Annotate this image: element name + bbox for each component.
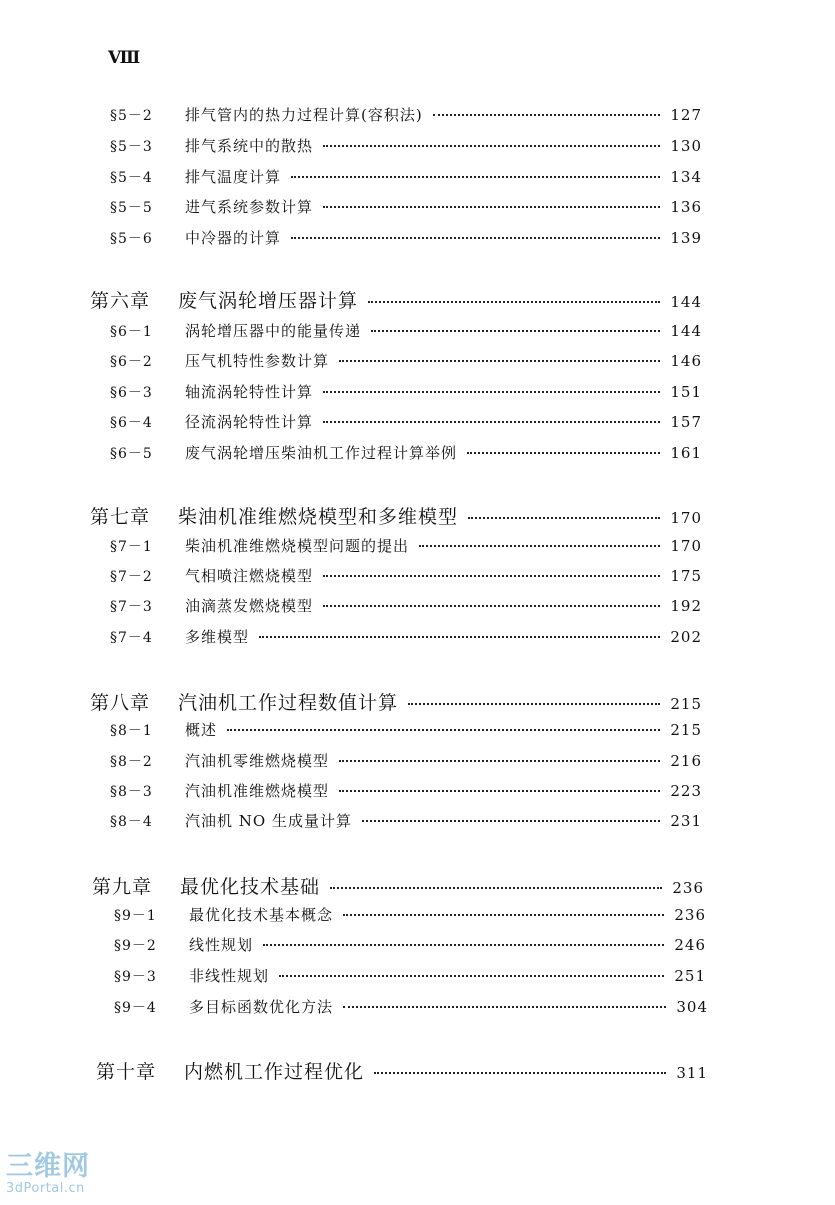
chapter-title: 柴油机准维燃烧模型和多维模型 xyxy=(178,506,459,528)
section-number: §8－1 xyxy=(110,723,153,739)
section-number: §9－2 xyxy=(114,938,157,954)
section-title: 汽油机零维燃烧模型 xyxy=(185,752,330,770)
dot-leader xyxy=(323,206,660,208)
chapter-title: 最优化技术基础 xyxy=(180,876,321,898)
dot-leader xyxy=(291,176,660,178)
toc-chapter[interactable] xyxy=(90,286,702,316)
section-title: 汽油机 NO 生成量计算 xyxy=(185,812,352,830)
section-number: §8－2 xyxy=(110,754,153,770)
section-number: §8－3 xyxy=(110,784,153,800)
page-reference: 157 xyxy=(670,413,702,431)
toc-entry[interactable] xyxy=(110,810,702,836)
dot-leader xyxy=(408,703,660,705)
toc-entry[interactable] xyxy=(110,442,702,468)
toc-entry[interactable] xyxy=(110,719,702,745)
toc-entry[interactable] xyxy=(114,904,706,930)
dot-leader xyxy=(323,605,660,607)
section-number: §5－4 xyxy=(110,170,153,186)
section-number: §5－6 xyxy=(110,231,153,247)
toc-entry[interactable] xyxy=(110,381,702,407)
page-reference: 223 xyxy=(670,782,702,800)
page-reference: 136 xyxy=(670,198,702,216)
page-reference: 146 xyxy=(670,352,702,370)
toc-entry[interactable] xyxy=(114,965,706,991)
dot-leader xyxy=(374,1072,666,1074)
page-reference: 139 xyxy=(670,229,702,247)
dot-leader xyxy=(323,575,660,577)
page-reference: 170 xyxy=(670,537,702,555)
section-title: 线性规划 xyxy=(189,936,254,954)
dot-leader xyxy=(343,914,664,916)
chapter-number: 第六章 xyxy=(90,290,151,312)
dot-leader xyxy=(433,114,660,116)
toc-entry[interactable] xyxy=(110,104,702,130)
dot-leader xyxy=(323,421,660,423)
toc-entry[interactable] xyxy=(110,780,702,806)
toc-entry[interactable] xyxy=(110,320,702,346)
section-title: 压气机特性参数计算 xyxy=(185,352,330,370)
page-reference: 246 xyxy=(674,936,706,954)
toc-entry[interactable] xyxy=(110,595,702,621)
toc-chapter[interactable] xyxy=(96,1057,708,1087)
toc-entry[interactable] xyxy=(110,535,702,561)
dot-leader xyxy=(419,545,660,547)
toc-entry[interactable] xyxy=(110,626,702,652)
dot-leader xyxy=(323,145,660,147)
section-title: 油滴蒸发燃烧模型 xyxy=(185,597,314,615)
section-title: 多目标函数优化方法 xyxy=(189,998,334,1016)
page-reference: 192 xyxy=(670,597,702,615)
section-title: 排气系统中的散热 xyxy=(185,137,314,155)
toc-chapter[interactable] xyxy=(90,688,702,718)
page-reference: 236 xyxy=(674,906,706,924)
section-number: §6－4 xyxy=(110,415,153,431)
chapter-title: 内燃机工作过程优化 xyxy=(184,1061,365,1083)
dot-leader xyxy=(362,820,660,822)
section-number: §6－1 xyxy=(110,324,153,340)
dot-leader xyxy=(339,760,660,762)
chapter-number: 第八章 xyxy=(90,692,151,714)
page-reference: 127 xyxy=(670,106,702,124)
watermark-brand-en: 3dPortal.cn xyxy=(6,1181,85,1196)
section-number: §7－4 xyxy=(110,630,153,646)
dot-leader xyxy=(291,237,660,239)
dot-leader xyxy=(368,301,660,303)
page-number: Ⅷ xyxy=(108,48,140,68)
section-number: §7－1 xyxy=(110,539,153,555)
watermark-logo xyxy=(6,1152,106,1198)
chapter-title: 汽油机工作过程数值计算 xyxy=(178,692,399,714)
page-reference: 251 xyxy=(674,967,706,985)
dot-leader xyxy=(339,790,660,792)
page-reference: 161 xyxy=(670,444,702,462)
section-title: 概述 xyxy=(185,721,218,739)
toc-entry[interactable] xyxy=(110,750,702,776)
section-title: 柴油机准维燃烧模型问题的提出 xyxy=(185,537,410,555)
page-reference: 144 xyxy=(670,293,702,311)
page-reference: 236 xyxy=(672,879,704,897)
page-reference: 170 xyxy=(670,509,702,527)
section-number: §5－2 xyxy=(110,108,153,124)
watermark-brand-cn: 三维网 xyxy=(6,1151,90,1182)
dot-leader xyxy=(467,452,660,454)
toc-entry[interactable] xyxy=(110,350,702,376)
section-number: §5－3 xyxy=(110,139,153,155)
section-title: 废气涡轮增压柴油机工作过程计算举例 xyxy=(185,444,458,462)
section-title: 涡轮增压器中的能量传递 xyxy=(185,322,362,340)
toc-entry[interactable] xyxy=(110,135,702,161)
page-reference: 231 xyxy=(670,812,702,830)
section-title: 径流涡轮特性计算 xyxy=(185,413,314,431)
section-number: §6－3 xyxy=(110,385,153,401)
section-title: 气相喷注燃烧模型 xyxy=(185,567,314,585)
section-number: §9－3 xyxy=(114,969,157,985)
page-reference: 130 xyxy=(670,137,702,155)
dot-leader xyxy=(330,887,662,889)
page-reference: 311 xyxy=(676,1064,708,1082)
section-title: 非线性规划 xyxy=(189,967,270,985)
section-title: 轴流涡轮特性计算 xyxy=(185,383,314,401)
toc-entry[interactable] xyxy=(110,411,702,437)
section-number: §6－2 xyxy=(110,354,153,370)
page-reference: 216 xyxy=(670,752,702,770)
toc-entry[interactable] xyxy=(110,565,702,591)
section-title: 汽油机准维燃烧模型 xyxy=(185,782,330,800)
page-reference: 215 xyxy=(670,695,702,713)
section-title: 最优化技术基本概念 xyxy=(189,906,334,924)
section-title: 排气温度计算 xyxy=(185,168,282,186)
toc-entry[interactable] xyxy=(114,996,708,1022)
section-number: §5－5 xyxy=(110,200,153,216)
page-reference: 304 xyxy=(676,998,708,1016)
section-number: §6－5 xyxy=(110,446,153,462)
section-title: 多维模型 xyxy=(185,628,250,646)
toc-chapter[interactable] xyxy=(90,502,702,532)
section-title: 中冷器的计算 xyxy=(185,229,282,247)
page-reference: 175 xyxy=(670,567,702,585)
page-reference: 202 xyxy=(670,628,702,646)
page-reference: 134 xyxy=(670,168,702,186)
dot-leader xyxy=(468,517,660,519)
toc-entry[interactable] xyxy=(114,934,706,960)
section-number: §9－4 xyxy=(114,1000,157,1016)
section-number: §8－4 xyxy=(110,814,153,830)
chapter-number: 第十章 xyxy=(96,1061,157,1083)
chapter-number: 第九章 xyxy=(92,876,153,898)
dot-leader xyxy=(371,330,660,332)
section-number: §9－1 xyxy=(114,908,157,924)
toc-chapter[interactable] xyxy=(92,872,704,902)
page-reference: 144 xyxy=(670,322,702,340)
dot-leader xyxy=(323,391,660,393)
section-number: §7－3 xyxy=(110,599,153,615)
chapter-title: 废气涡轮增压器计算 xyxy=(178,290,359,312)
toc-entry[interactable] xyxy=(110,227,702,253)
dot-leader xyxy=(343,1006,666,1008)
chapter-number: 第七章 xyxy=(90,506,151,528)
page-reference: 215 xyxy=(670,721,702,739)
dot-leader xyxy=(339,360,660,362)
dot-leader xyxy=(279,975,664,977)
dot-leader xyxy=(227,729,660,731)
toc-entry[interactable] xyxy=(110,196,702,222)
page-reference: 151 xyxy=(670,383,702,401)
toc-entry[interactable] xyxy=(110,166,702,192)
section-number: §7－2 xyxy=(110,569,153,585)
dot-leader xyxy=(263,944,664,946)
dot-leader xyxy=(259,636,660,638)
section-title: 排气管内的热力过程计算(容积法) xyxy=(185,106,423,124)
section-title: 进气系统参数计算 xyxy=(185,198,314,216)
